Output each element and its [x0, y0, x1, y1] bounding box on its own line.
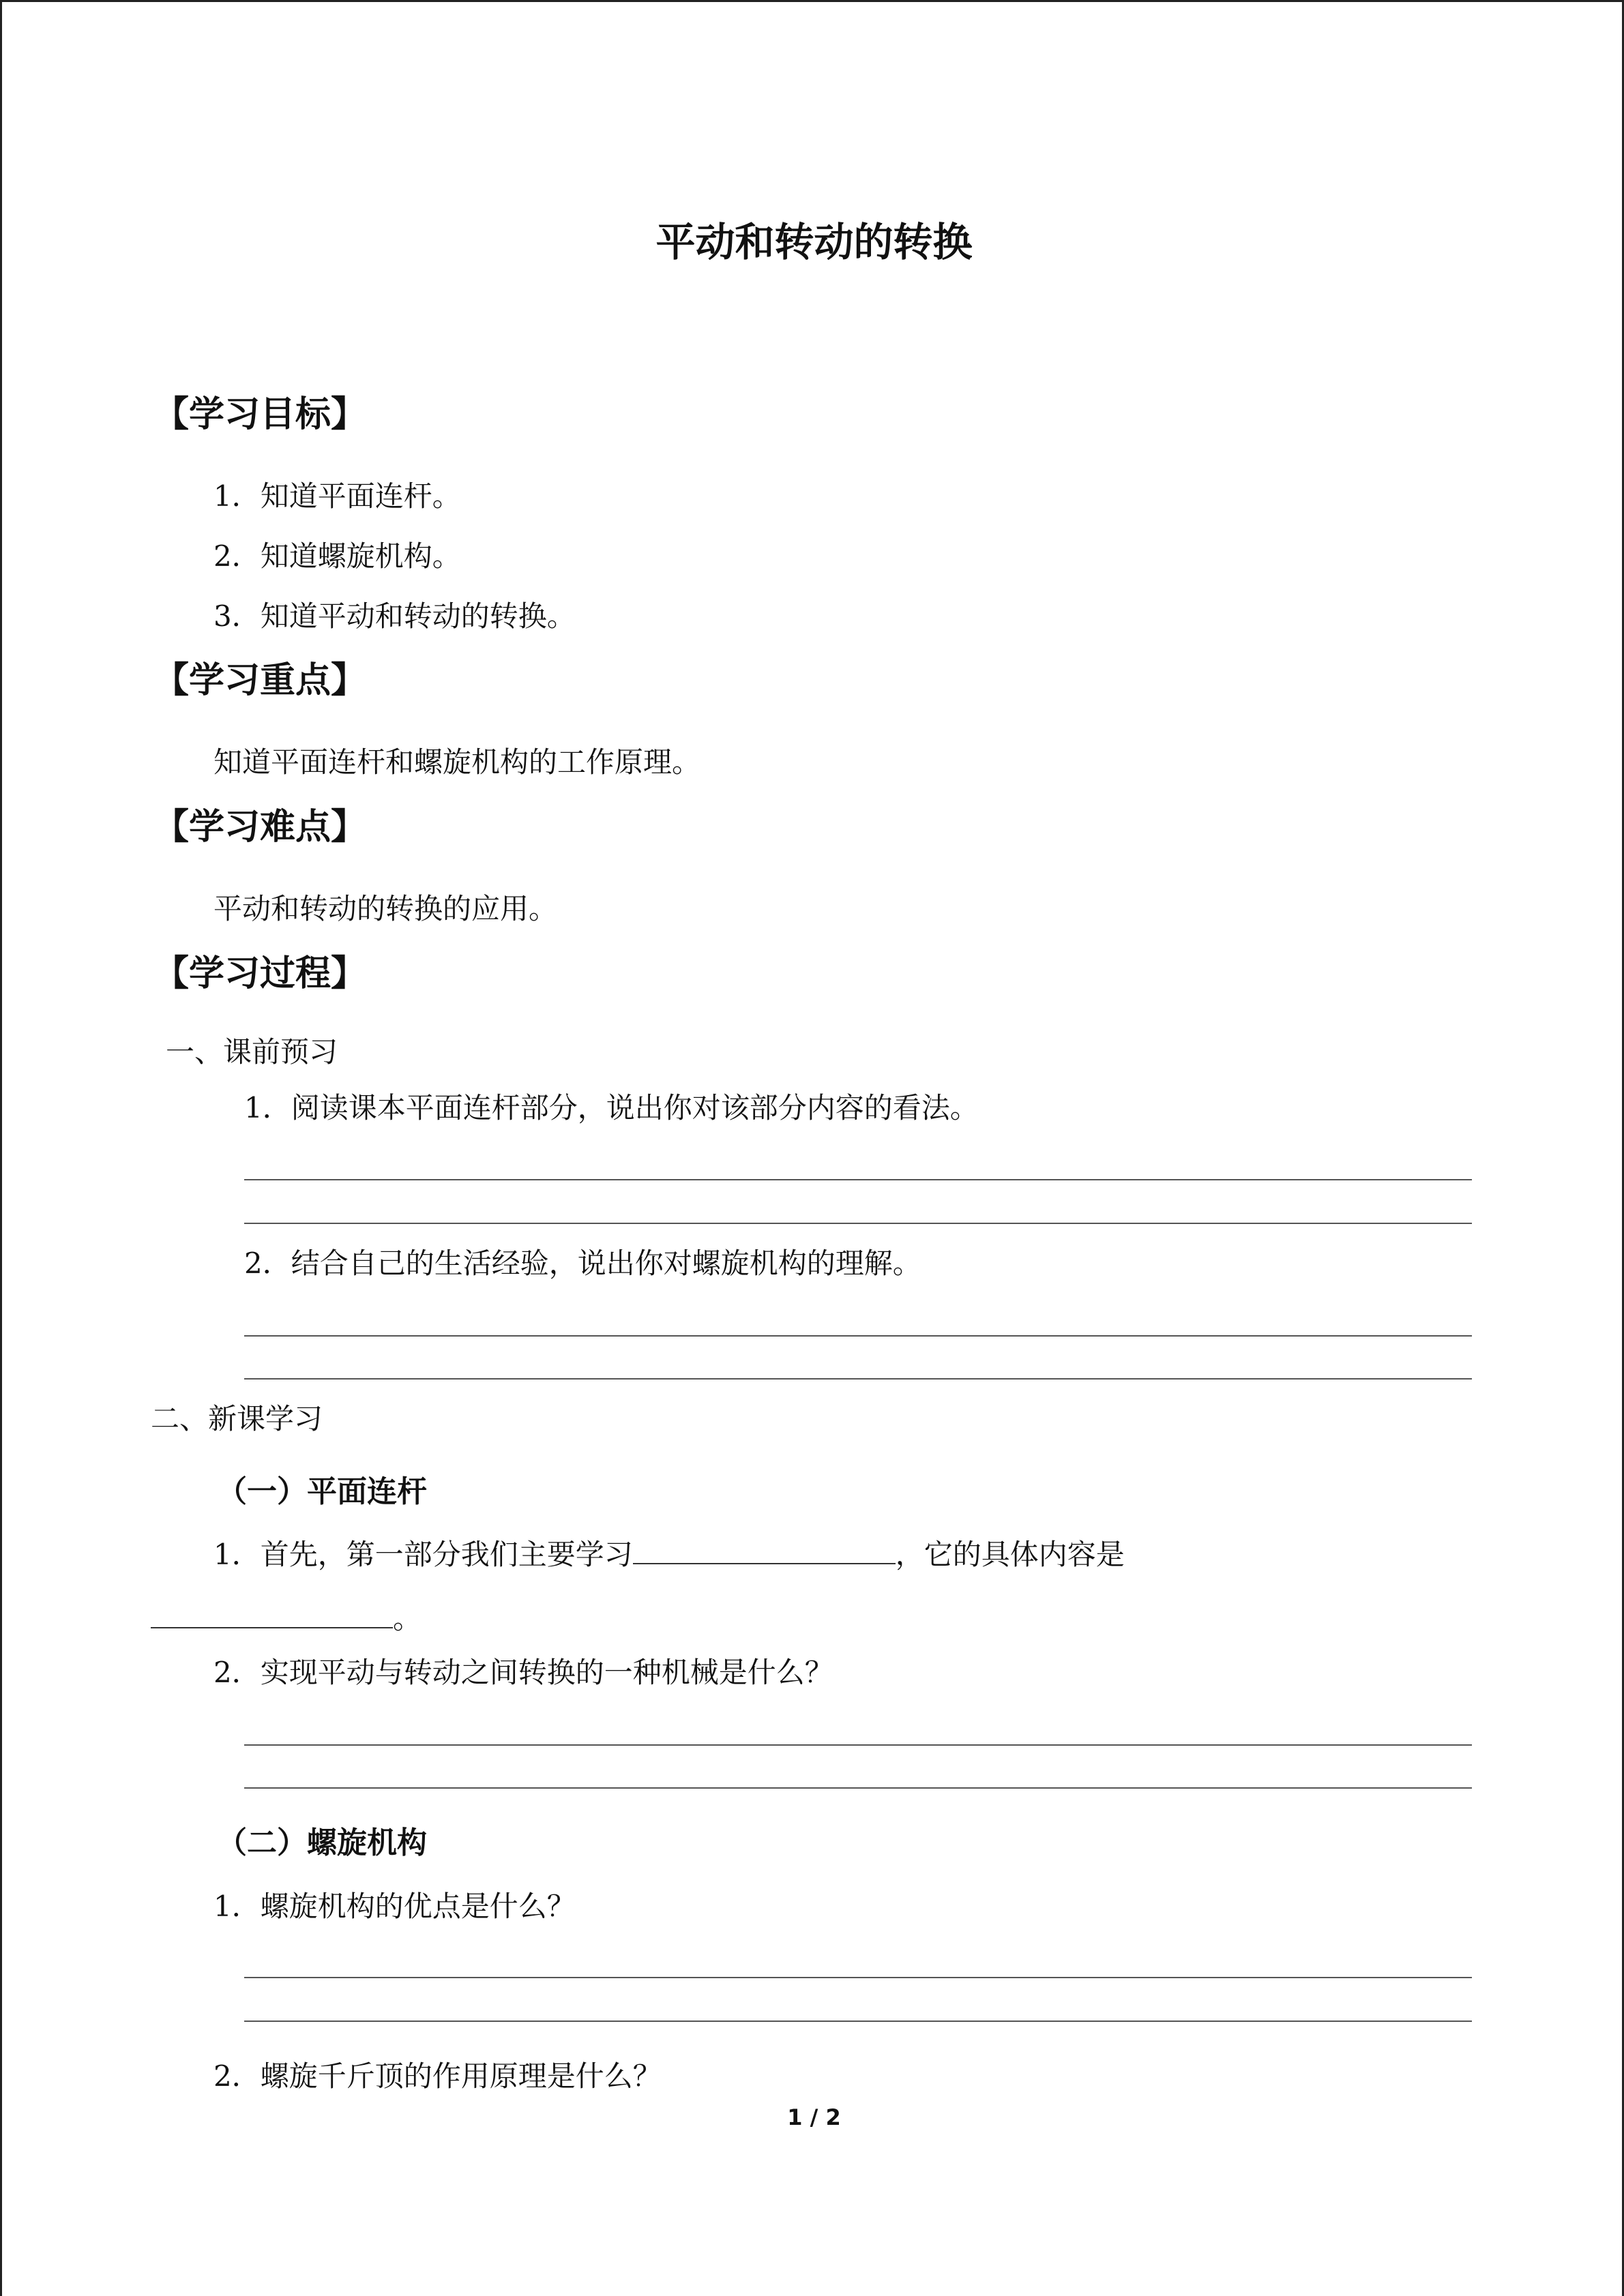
answer-line — [244, 1378, 1472, 1380]
part1-question-1 — [213, 1532, 1125, 1575]
process-heading: 【学习过程】 — [153, 953, 367, 994]
part1-question-1-suffix: ，它的具体内容是 — [895, 1538, 1125, 1571]
document-title: 平动和转动的转换 — [655, 219, 973, 265]
key-points-heading: 【学习重点】 — [153, 660, 367, 701]
part2-question-1: 1．螺旋机构的优点是什么？ — [213, 1890, 576, 1923]
answer-line — [244, 1335, 1472, 1337]
fill-blank — [151, 1596, 393, 1628]
objective-item-1: 1．知道平面连杆。 — [213, 479, 461, 513]
objectives-heading: 【学习目标】 — [153, 394, 367, 435]
objective-item-3: 3．知道平动和转动的转换。 — [213, 599, 576, 633]
preview-question-2: 2．结合自己的生活经验，说出你对螺旋机构的理解。 — [244, 1247, 921, 1280]
page-number: 1 / 2 — [787, 2104, 841, 2130]
answer-line — [244, 1223, 1472, 1224]
answer-line — [244, 1744, 1472, 1746]
part1-question-1-prefix: 1．首先，第一部分我们主要学习 — [213, 1538, 633, 1571]
part1-heading: （一）平面连杆 — [217, 1474, 427, 1509]
objective-item-2: 2．知道螺旋机构。 — [213, 539, 461, 573]
difficulties-heading: 【学习难点】 — [153, 807, 367, 848]
preview-heading: 一、课前预习 — [166, 1035, 338, 1069]
answer-line — [244, 1787, 1472, 1789]
preview-question-1: 1．阅读课本平面连杆部分，说出你对该部分内容的看法。 — [244, 1091, 979, 1124]
answer-line — [244, 1977, 1472, 1978]
part1-question-1-continued — [151, 1596, 422, 1639]
answer-line — [244, 2021, 1472, 2022]
part2-question-2: 2．螺旋千斤顶的作用原理是什么？ — [213, 2059, 662, 2093]
difficulties-text: 平动和转动的转换的应用。 — [213, 892, 558, 925]
new-lesson-heading: 二、新课学习 — [151, 1402, 323, 1435]
part1-question-2: 2．实现平动与转动之间转换的一种机械是什么？ — [213, 1656, 833, 1689]
part1-question-1-end: 。 — [393, 1602, 422, 1635]
part2-heading: （二）螺旋机构 — [217, 1825, 427, 1860]
fill-blank — [633, 1532, 896, 1564]
answer-line — [244, 1179, 1472, 1180]
key-points-text: 知道平面连杆和螺旋机构的工作原理。 — [213, 745, 701, 779]
